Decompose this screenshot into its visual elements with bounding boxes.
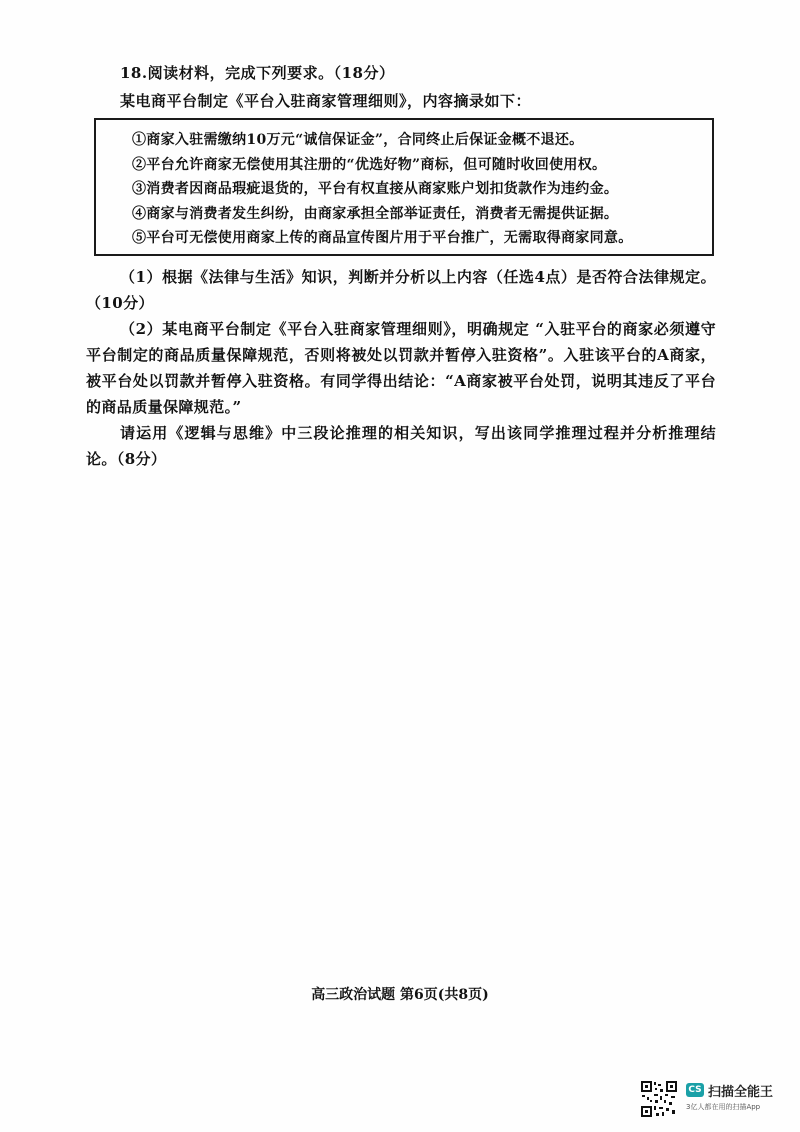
question-intro: 某电商平台制定《平台入驻商家管理细则》，内容摘录如下： <box>120 92 532 110</box>
rule-item-2: ②平台允许商家无偿使用其注册的“优选好物”商标，但可随时收回使用权。 <box>132 156 607 173</box>
rule-item-1: ①商家入驻需缴纳10万元“诚信保证金”，合同终止后保证金概不退还。 <box>132 132 584 148</box>
sub-question-1: （1）根据《法律与生活》知识，判断并分析以上内容（任选4点）是否符合法律规定。（10分） <box>86 268 716 312</box>
watermark-app-name: 扫描全能王 <box>708 1085 774 1100</box>
rule-item-3: ③消费者因商品瑕疵退货的，平台有权直接从商家账户划扣货款作为违约金。 <box>132 181 619 197</box>
qr-code-icon <box>640 1080 678 1118</box>
page-footer: 高三政治试题 第6页(共8页) <box>311 987 489 1003</box>
scanner-watermark <box>640 1080 790 1120</box>
watermark-tagline: 3亿人都在用的扫描App <box>686 1103 761 1111</box>
rules-excerpt-box <box>94 118 714 256</box>
question-title: 18.阅读材料，完成下列要求。（18分） <box>120 64 395 82</box>
rule-item-5: ⑤平台可无偿使用商家上传的商品宣传图片用于平台推广，无需取得商家同意。 <box>132 230 633 246</box>
rule-item-4: ④商家与消费者发生纠纷，由商家承担全部举证责任，消费者无需提供证据。 <box>132 205 619 222</box>
sub-question-2-task: 请运用《逻辑与思维》中三段论推理的相关知识，写出该同学推理过程并分析推理结论。（8分） <box>86 424 716 468</box>
sub-question-2: （2）某电商平台制定《平台入驻商家管理细则》，明确规定 “入驻平台的商家必须遵守平台制定的商品质量保障规范，否则将被处以罚款并暂停入驻资格”。入驻该平台的A商家，被平台处以罚款并暂停入驻资格。有同学得出结论：“A商家被平台处罚，说明其违反了平台的商品质量保障规范。” <box>86 320 716 416</box>
camscanner-logo-icon: CS <box>686 1083 704 1097</box>
